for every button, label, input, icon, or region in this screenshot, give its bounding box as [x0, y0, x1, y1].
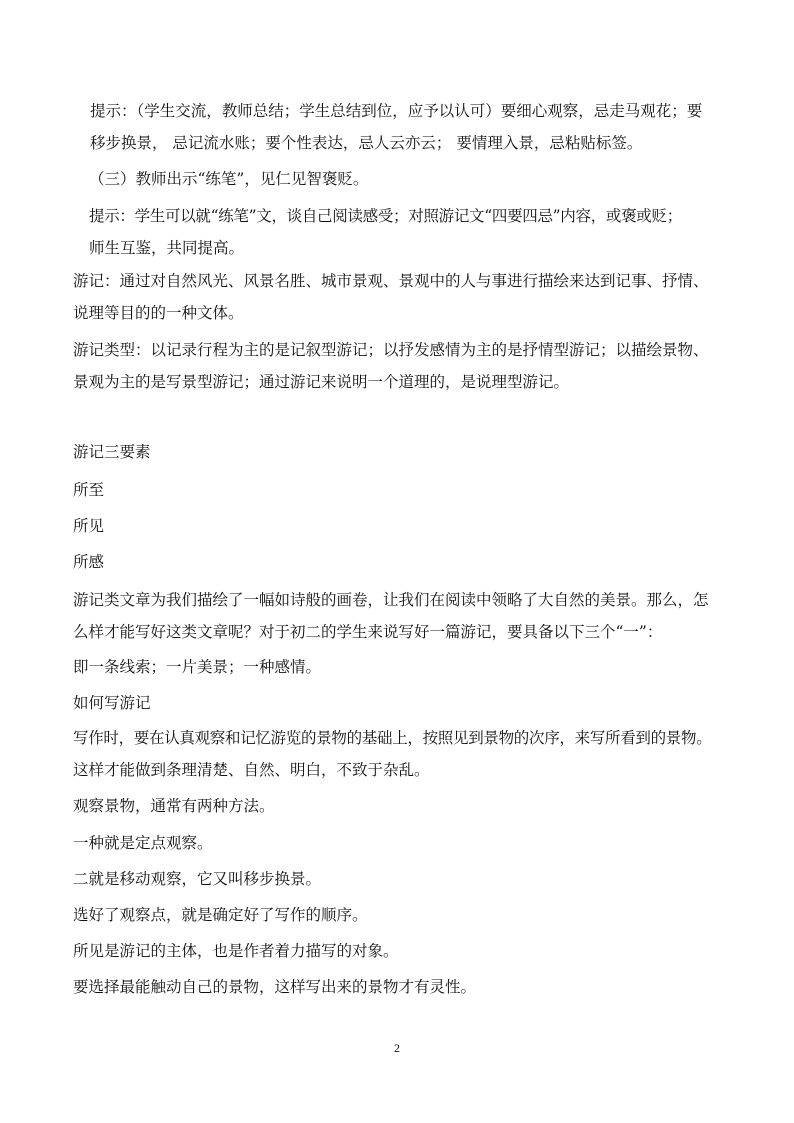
- definition-line2: 说理等目的的一种文体。: [73, 304, 244, 322]
- observe-methods: 观察景物，通常有两种方法。: [73, 797, 275, 815]
- hint2-line2: 师生互鉴，共同提高。: [89, 239, 245, 257]
- intro-line1: 游记类文章为我们描绘了一幅如诗般的画卷，让我们在阅读中领略了大自然的美景。那么，怎: [73, 591, 709, 609]
- element-suojian: 所见: [73, 517, 105, 535]
- hint1-line1: 提示：（学生交流，教师总结；学生总结到位，应予以认可）要细心观察，忌走马观花；要: [90, 102, 703, 120]
- subject-sentence: 所见是游记的主体，也是作者着力描写的对象。: [73, 942, 399, 960]
- hint2-line1: 提示：学生可以就“练笔”文，谈自己阅读感受；对照游记文“四要四忌”内容，或褒或贬；: [89, 207, 682, 225]
- writing-line1: 写作时，要在认真观察和记忆游览的景物的基础上，按照见到景物的次序，来写所看到的景物。: [73, 729, 712, 747]
- how-to-heading: 如何写游记: [73, 694, 151, 712]
- step3-heading: （三）教师出示“练笔”，见仁见智褒贬。: [89, 170, 369, 188]
- intro-line2: 么样才能写好这类文章呢？对于初二的学生来说写好一篇游记，要具备以下三个“一”：: [73, 623, 663, 641]
- hint1-line2: 移步换景， 忌记流水账；要个性表达，忌人云亦云； 要情理入景，忌粘贴标签。: [90, 134, 643, 152]
- observation-point: 选好了观察点，就是确定好了写作的顺序。: [73, 906, 368, 924]
- choose-sentence: 要选择最能触动自己的景物，这样写出来的景物才有灵性。: [73, 978, 477, 996]
- three-ones: 即一条线索；一片美景；一种感情。: [73, 658, 322, 676]
- definition-line1: 游记：通过对自然风光、风景名胜、城市景观、景观中的人与事进行描绘来达到记事、抒情、: [73, 272, 709, 290]
- three-elements-heading: 游记三要素: [73, 443, 151, 461]
- element-suogan: 所感: [73, 553, 105, 571]
- types-line2: 景观为主的是写景型游记；通过游记来说明一个道理的，是说理型游记。: [73, 373, 570, 391]
- types-line1: 游记类型：以记录行程为主的是记叙型游记；以抒发感情为主的是抒情型游记；以描绘景物、: [73, 341, 709, 359]
- moving-observation: 二就是移动观察，它又叫移步换景。: [73, 870, 322, 888]
- element-suozhi: 所至: [73, 481, 105, 499]
- writing-line2: 这样才能做到条理清楚、自然、明白，不致于杂乱。: [73, 761, 430, 779]
- fixed-observation: 一种就是定点观察。: [73, 834, 213, 852]
- page-number: 2: [394, 1041, 400, 1055]
